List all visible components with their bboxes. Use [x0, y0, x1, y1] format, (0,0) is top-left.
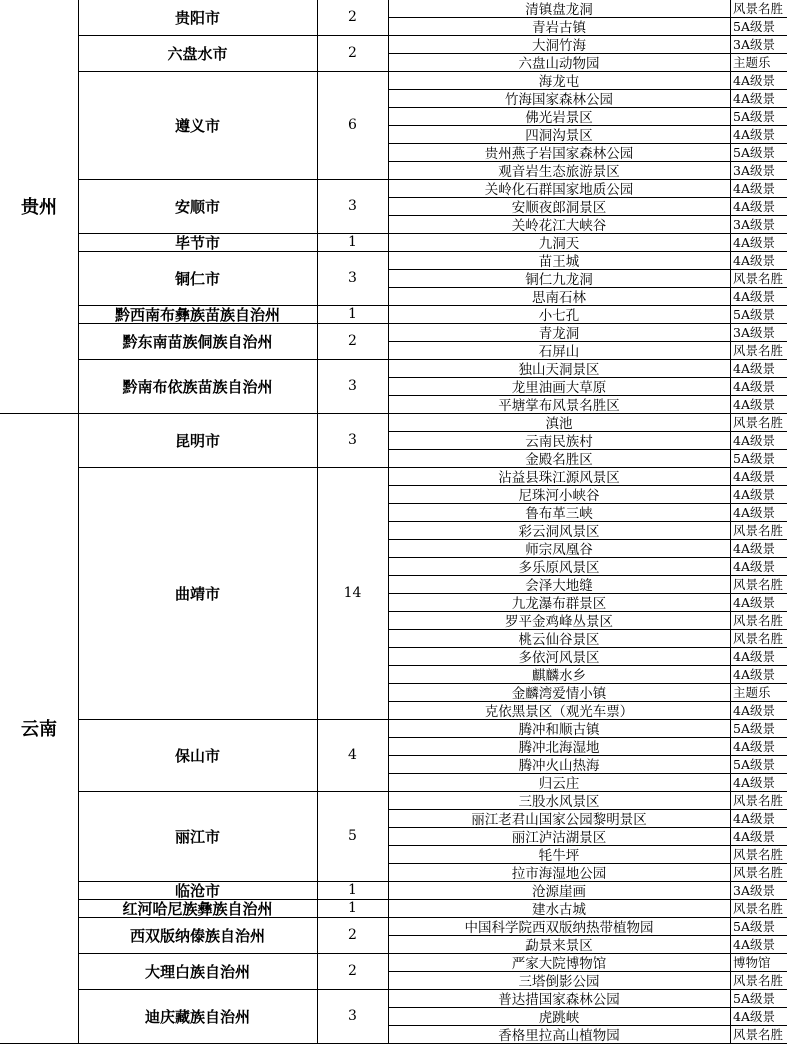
spot-level: 主题乐 — [733, 685, 771, 700]
grid-line — [78, 899, 787, 900]
grid-line — [730, 0, 731, 1043]
spot-level: 风景名胜 — [733, 901, 784, 916]
spot-level: 4A级景 — [733, 541, 775, 556]
spot-level: 5A级景 — [733, 757, 775, 772]
grid-line — [388, 0, 389, 1043]
spot-level: 4A级景 — [733, 379, 775, 394]
grid-line — [388, 575, 787, 576]
grid-line — [388, 665, 787, 666]
spot-name: 金麟湾爱情小镇 — [511, 686, 607, 701]
grid-line — [388, 773, 787, 774]
spot-level: 3A级景 — [733, 217, 775, 232]
spot-level: 4A级景 — [733, 361, 775, 376]
spot-name: 丽江泸沽湖景区 — [511, 830, 607, 845]
spot-level: 风景名胜 — [733, 865, 784, 880]
city-name: 黔东南苗族侗族自治州 — [122, 332, 273, 351]
spot-level: 4A级景 — [733, 469, 775, 484]
spot-name: 观音岩生态旅游景区 — [498, 164, 620, 179]
spot-name: 严家大院博物馆 — [511, 956, 607, 971]
spot-level: 主题乐 — [733, 55, 771, 70]
spot-name: 麒麟水乡 — [532, 668, 586, 683]
grid-line — [78, 791, 787, 792]
spot-level: 4A级景 — [733, 649, 775, 664]
spot-level: 4A级景 — [733, 1009, 775, 1024]
city-name: 毕节市 — [174, 233, 220, 251]
spot-level: 风景名胜 — [733, 523, 784, 538]
spot-name: 会泽大地缝 — [525, 578, 593, 593]
spot-count: 3 — [348, 432, 357, 448]
grid-line — [388, 503, 787, 504]
city-name: 曲靖市 — [174, 584, 220, 603]
spot-count: 1 — [348, 234, 357, 250]
spot-count: 2 — [348, 927, 357, 943]
spot-count: 3 — [348, 378, 357, 394]
spot-name: 四洞沟景区 — [525, 128, 593, 143]
spot-level: 5A级景 — [733, 991, 775, 1006]
spot-level: 5A级景 — [733, 19, 775, 34]
grid-line — [388, 647, 787, 648]
spot-name: 腾冲北海湿地 — [518, 740, 600, 755]
grid-line — [388, 827, 787, 828]
grid-line — [388, 539, 787, 540]
spot-level: 风景名胜 — [733, 631, 784, 646]
spot-level: 4A级景 — [733, 253, 775, 268]
grid-line — [388, 755, 787, 756]
city-name: 安顺市 — [174, 197, 220, 216]
spot-level: 4A级景 — [733, 73, 775, 88]
spot-level: 风景名胜 — [733, 847, 784, 862]
grid-line — [388, 125, 787, 126]
spot-level: 风景名胜 — [733, 271, 784, 286]
spot-name: 三股水风景区 — [518, 794, 600, 809]
grid-line — [388, 395, 787, 396]
spot-level: 4A级景 — [733, 667, 775, 682]
spot-name: 九洞天 — [538, 236, 580, 251]
province-name: 云南 — [21, 719, 57, 740]
grid-line — [388, 107, 787, 108]
spot-name: 青龙洞 — [538, 326, 580, 341]
grid-line — [388, 449, 787, 450]
grid-line — [388, 377, 787, 378]
grid-line — [388, 431, 787, 432]
spot-name: 龙里油画大草原 — [511, 380, 607, 395]
spot-name: 鲁布革三峡 — [525, 506, 593, 521]
spot-name: 海龙屯 — [538, 74, 580, 89]
spot-level: 风景名胜 — [733, 1, 784, 16]
city-name: 遵义市 — [174, 116, 220, 135]
spot-name: 关岭花江大峡谷 — [511, 218, 607, 233]
grid-line — [317, 0, 318, 1043]
grid-line — [78, 233, 787, 234]
spot-level: 3A级景 — [733, 883, 775, 898]
spot-level: 风景名胜 — [733, 973, 784, 988]
grid-line — [78, 359, 787, 360]
grid-line — [388, 863, 787, 864]
spot-name: 佛光岩景区 — [525, 110, 593, 125]
spot-name: 九龙瀑布群景区 — [511, 596, 607, 611]
spot-name: 铜仁九龙洞 — [525, 272, 593, 287]
grid-line — [78, 71, 787, 72]
grid-line — [78, 917, 787, 918]
spot-name: 大洞竹海 — [532, 38, 586, 53]
grid-line — [388, 593, 787, 594]
spot-count: 1 — [348, 882, 357, 898]
spot-name: 多乐原风景区 — [518, 560, 600, 575]
grid-line — [388, 611, 787, 612]
grid-line — [78, 179, 787, 180]
city-name: 西双版纳傣族自治州 — [129, 926, 265, 945]
spot-level: 5A级景 — [733, 307, 775, 322]
grid-line — [0, 413, 787, 414]
spot-name: 独山天洞景区 — [518, 362, 600, 377]
spot-level: 4A级景 — [733, 703, 775, 718]
spot-level: 5A级景 — [733, 721, 775, 736]
spot-name: 罗平金鸡峰丛景区 — [505, 614, 613, 629]
spot-name: 桃云仙谷景区 — [518, 632, 600, 647]
spot-name: 沧源崖画 — [532, 884, 586, 899]
grid-line — [78, 305, 787, 306]
spot-name: 腾冲和顺古镇 — [518, 722, 600, 737]
spot-level: 4A级景 — [733, 289, 775, 304]
spot-count: 3 — [348, 1008, 357, 1024]
spot-name: 拉市海湿地公园 — [511, 866, 607, 881]
spot-count: 2 — [348, 45, 357, 61]
province-name: 贵州 — [21, 197, 57, 218]
spot-name: 普达措国家森林公园 — [498, 992, 620, 1007]
grid-line — [388, 161, 787, 162]
spot-name: 尼珠河小峡谷 — [518, 488, 600, 503]
city-name: 迪庆藏族自治州 — [144, 1007, 250, 1026]
spot-name: 云南民族村 — [525, 434, 593, 449]
spot-name: 青岩古镇 — [532, 20, 586, 35]
spot-name: 中国科学院西双版纳热带植物园 — [464, 920, 654, 935]
spot-level: 4A级景 — [733, 91, 775, 106]
spot-level: 4A级景 — [733, 127, 775, 142]
grid-line — [388, 287, 787, 288]
spot-level: 3A级景 — [733, 325, 775, 340]
grid-line — [388, 971, 787, 972]
spot-level: 4A级景 — [733, 181, 775, 196]
city-name: 大理白族自治州 — [144, 962, 250, 981]
spot-name: 丽江老君山国家公园黎明景区 — [471, 812, 647, 827]
spot-count: 6 — [348, 117, 357, 133]
city-name: 贵阳市 — [174, 8, 220, 27]
grid-line — [388, 629, 787, 630]
spot-count: 2 — [348, 333, 357, 349]
spot-level: 5A级景 — [733, 109, 775, 124]
grid-line — [78, 989, 787, 990]
grid-line — [78, 467, 787, 468]
spot-name: 金殿名胜区 — [525, 452, 593, 467]
spot-count: 3 — [348, 270, 357, 286]
grid-line — [388, 341, 787, 342]
spot-level: 风景名胜 — [733, 1027, 784, 1042]
spot-level: 4A级景 — [733, 397, 775, 412]
city-name: 临沧市 — [174, 881, 220, 899]
spot-level: 4A级景 — [733, 487, 775, 502]
city-name: 六盘水市 — [167, 44, 228, 63]
spot-level: 风景名胜 — [733, 793, 784, 808]
spot-level: 4A级景 — [733, 811, 775, 826]
grid-line — [388, 557, 787, 558]
grid-line — [78, 719, 787, 720]
spot-name: 竹海国家森林公园 — [505, 92, 613, 107]
spot-name: 腾冲火山热海 — [518, 758, 600, 773]
spot-name: 多依河风景区 — [518, 650, 600, 665]
spot-name: 香格里拉高山植物园 — [498, 1028, 620, 1043]
spot-name: 清镇盘龙洞 — [525, 2, 593, 17]
spot-level: 3A级景 — [733, 163, 775, 178]
spot-level: 4A级景 — [733, 739, 775, 754]
grid-line — [78, 35, 787, 36]
spot-level: 风景名胜 — [733, 613, 784, 628]
spot-level: 5A级景 — [733, 451, 775, 466]
grid-line — [388, 89, 787, 90]
spot-name: 虎跳峡 — [538, 1010, 580, 1025]
city-name: 黔西南布彝族苗族自治州 — [114, 305, 280, 323]
city-name: 铜仁市 — [174, 269, 220, 288]
spot-name: 勐景来景区 — [525, 938, 593, 953]
grid-line — [388, 197, 787, 198]
grid-line — [78, 953, 787, 954]
spot-name: 六盘山动物园 — [518, 56, 600, 71]
city-name: 保山市 — [174, 746, 220, 765]
spot-name: 苗王城 — [538, 254, 580, 269]
grid-line — [388, 17, 787, 18]
grid-line — [388, 737, 787, 738]
grid-line — [78, 0, 79, 1043]
spot-name: 归云庄 — [538, 776, 580, 791]
spot-name: 平塘掌布风景名胜区 — [498, 398, 620, 413]
spot-count: 4 — [348, 747, 357, 763]
spot-name: 三塔倒影公园 — [518, 974, 600, 989]
spot-count: 14 — [343, 585, 362, 601]
spot-count: 1 — [348, 306, 357, 322]
spot-level: 4A级景 — [733, 199, 775, 214]
spot-name: 师宗凤凰谷 — [525, 542, 593, 557]
grid-line — [388, 143, 787, 144]
spot-level: 风景名胜 — [733, 577, 784, 592]
spot-name: 牦牛坪 — [538, 848, 580, 863]
grid-line — [388, 935, 787, 936]
spot-level: 4A级景 — [733, 559, 775, 574]
grid-line — [388, 809, 787, 810]
spot-level: 4A级景 — [733, 505, 775, 520]
spot-level: 5A级景 — [733, 145, 775, 160]
grid-line — [388, 215, 787, 216]
spot-name: 滇池 — [545, 416, 573, 431]
grid-line — [388, 845, 787, 846]
spot-count: 5 — [348, 828, 357, 844]
spot-level: 4A级景 — [733, 937, 775, 952]
spot-level: 4A级景 — [733, 235, 775, 250]
grid-line — [78, 881, 787, 882]
spot-name: 石屏山 — [538, 344, 580, 359]
grid-line — [388, 683, 787, 684]
spot-level: 4A级景 — [733, 433, 775, 448]
grid-line — [388, 521, 787, 522]
spot-name: 小七孔 — [538, 308, 580, 323]
spot-level: 4A级景 — [733, 775, 775, 790]
spot-name: 建水古城 — [532, 902, 586, 917]
spot-name: 贵州燕子岩国家森林公园 — [484, 146, 634, 161]
spot-level: 3A级景 — [733, 37, 775, 52]
grid-line — [78, 323, 787, 324]
grid-line — [388, 1007, 787, 1008]
spot-count: 2 — [348, 9, 357, 25]
spot-level: 风景名胜 — [733, 415, 784, 430]
grid-line — [388, 53, 787, 54]
spot-count: 2 — [348, 963, 357, 979]
city-name: 昆明市 — [174, 431, 220, 450]
spot-name: 关岭化石群国家地质公园 — [484, 182, 634, 197]
spot-level: 博物馆 — [733, 955, 771, 970]
spot-name: 思南石林 — [532, 290, 586, 305]
spot-name: 沾益县珠江源风景区 — [498, 470, 620, 485]
grid-line — [388, 1025, 787, 1026]
spot-name: 安顺夜郎洞景区 — [511, 200, 607, 215]
spot-level: 5A级景 — [733, 919, 775, 934]
city-name: 丽江市 — [174, 827, 220, 846]
spot-level: 4A级景 — [733, 829, 775, 844]
spot-level: 4A级景 — [733, 595, 775, 610]
spot-count: 3 — [348, 198, 357, 214]
spot-name: 彩云洞风景区 — [518, 524, 600, 539]
grid-line — [388, 701, 787, 702]
grid-line — [0, 1043, 787, 1044]
grid-line — [388, 269, 787, 270]
city-name: 红河哈尼族彝族自治州 — [122, 899, 273, 917]
grid-line — [78, 251, 787, 252]
spot-count: 1 — [348, 900, 357, 916]
city-name: 黔南布依族苗族自治州 — [122, 377, 273, 396]
spot-name: 克依黑景区（观光车票） — [484, 704, 634, 719]
grid-line — [388, 485, 787, 486]
spot-level: 风景名胜 — [733, 343, 784, 358]
